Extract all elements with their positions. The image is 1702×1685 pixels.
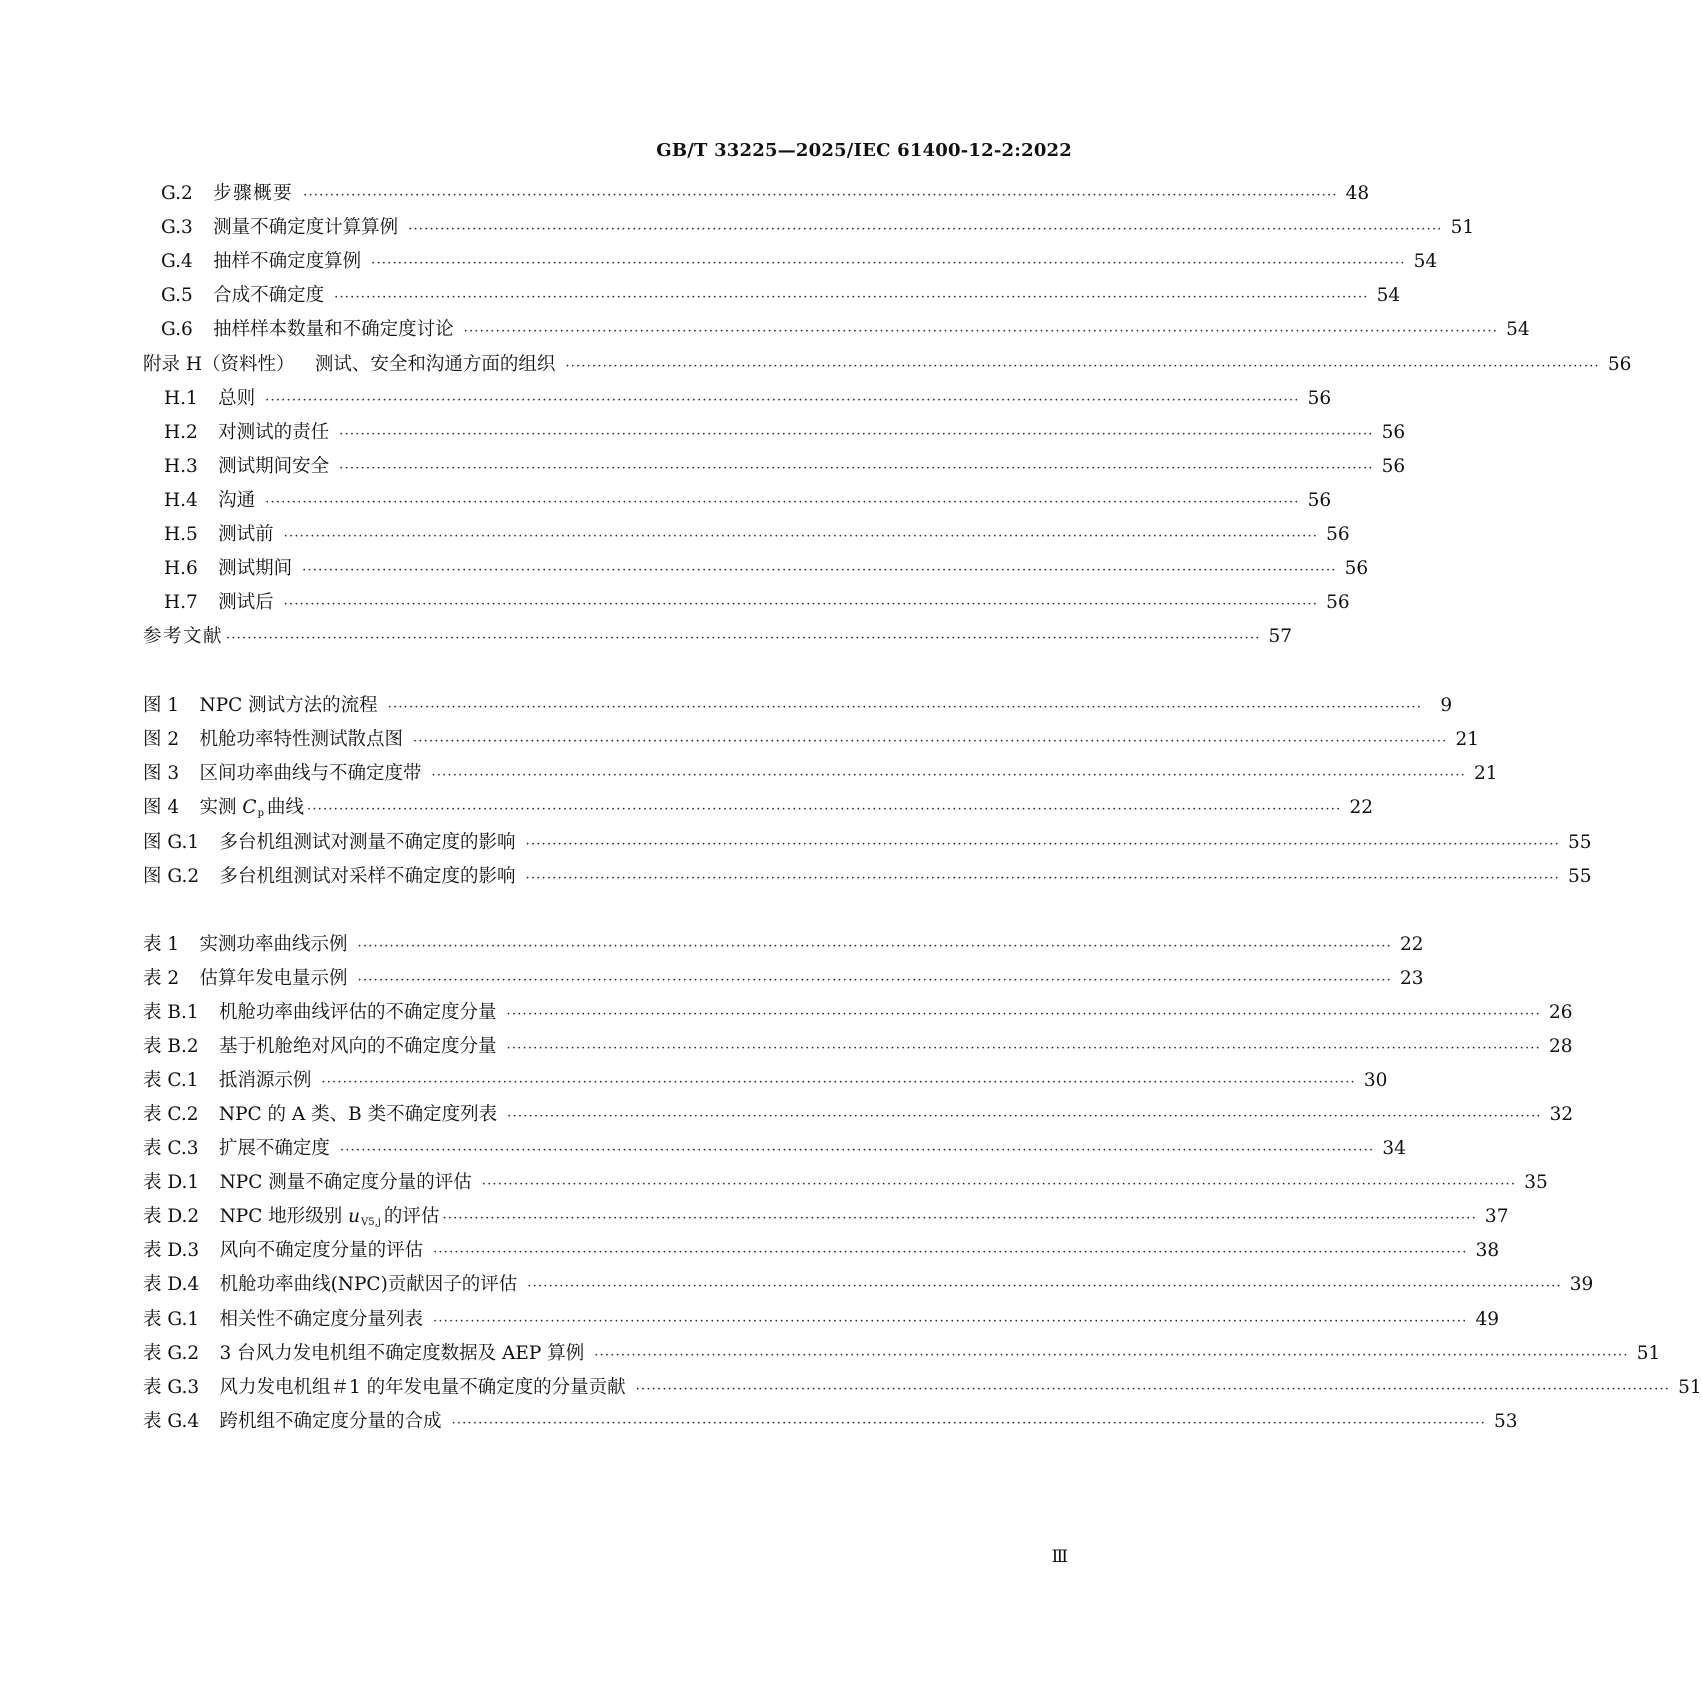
leader-dots: ·································································································································································································· xyxy=(283,597,1319,612)
table-page: 22 xyxy=(1400,934,1424,955)
leader-dots: ·································································································································································································· xyxy=(413,734,1448,749)
toc-page: 56 xyxy=(1326,524,1350,545)
leader-dots: ·································································································································································································· xyxy=(506,1041,1541,1056)
figure-page: 21 xyxy=(1455,729,1480,750)
figure-page: 55 xyxy=(1568,832,1592,853)
table-label: 表 G.2 xyxy=(143,1343,200,1364)
table-page: 37 xyxy=(1484,1206,1509,1227)
table-entry-2[interactable] xyxy=(143,965,1424,993)
toc-title: 参考文献 xyxy=(143,626,224,647)
figure-label: 图 G.1 xyxy=(143,832,200,853)
toc-label: G.3 xyxy=(161,217,193,238)
table-title: NPC 测量不确定度分量的评估 xyxy=(219,1172,472,1193)
leader-dots: ·································································································································································································· xyxy=(302,563,1337,578)
toc-entry-h7[interactable] xyxy=(164,589,1350,617)
table-label: 表 G.3 xyxy=(143,1377,200,1398)
table-page: 26 xyxy=(1548,1002,1573,1023)
leader-dots: ·································································································································································································· xyxy=(525,837,1560,852)
table-label: 表 C.2 xyxy=(143,1104,199,1125)
toc-page: 57 xyxy=(1268,626,1293,647)
table-entry-d1[interactable] xyxy=(143,1169,1548,1197)
toc-title: 步骤概要 xyxy=(213,183,294,204)
table-title: 相关性不确定度分量列表 xyxy=(219,1309,424,1330)
toc-entry-g3[interactable] xyxy=(161,214,1475,242)
table-label: 表 B.1 xyxy=(143,1002,199,1023)
leader-dots: ·································································································································································································· xyxy=(306,802,1342,817)
leader-dots: ·································································································································································································· xyxy=(357,939,1392,954)
cp-symbol: C xyxy=(242,797,257,818)
figure-entry-3[interactable] xyxy=(143,760,1498,788)
figure-page: 55 xyxy=(1568,866,1592,887)
table-entry-d3[interactable] xyxy=(143,1237,1500,1265)
table-label: 表 1 xyxy=(143,934,180,955)
table-title: 风向不确定度分量的评估 xyxy=(219,1240,424,1261)
toc-title: 总则 xyxy=(218,388,256,409)
toc-page: 51 xyxy=(1450,217,1475,238)
table-entry-c2[interactable] xyxy=(143,1101,1574,1129)
toc-entry-bibliography[interactable] xyxy=(143,623,1293,651)
table-title: 实测功率曲线示例 xyxy=(199,934,348,955)
toc-entry-g4[interactable] xyxy=(161,248,1438,276)
table-label: 表 C.1 xyxy=(143,1070,199,1091)
u-subscript: V5,j xyxy=(361,1217,381,1228)
figure-label: 图 3 xyxy=(143,763,180,784)
toc-page: 56 xyxy=(1381,422,1406,443)
leader-dots: ·································································································································································································· xyxy=(635,1382,1671,1397)
leader-dots: ·································································································································································································· xyxy=(463,324,1499,339)
leader-dots: ·································································································································································································· xyxy=(321,1075,1356,1090)
leader-dots: ·································································································································································································· xyxy=(283,529,1319,544)
toc-page: 54 xyxy=(1413,251,1438,272)
figure-page: 22 xyxy=(1349,797,1374,818)
table-page: 51 xyxy=(1678,1377,1702,1398)
toc-label: H.3 xyxy=(164,456,198,477)
u-symbol: u xyxy=(348,1206,361,1227)
table-page: 34 xyxy=(1382,1138,1406,1159)
table-title: 3 台风力发电机组不确定度数据及 AEP 算例 xyxy=(219,1343,585,1364)
leader-dots: ·································································································································································································· xyxy=(387,700,1423,715)
leader-dots: ·································································································································································································· xyxy=(433,1314,1468,1329)
standard-header: GB/T 33225—2025/IEC 61400-12-2:2022 xyxy=(656,140,1072,161)
toc-page: 56 xyxy=(1607,354,1632,375)
toc-title: 测试、安全和沟通方面的组织 xyxy=(314,354,556,375)
figure-label: 图 G.2 xyxy=(143,866,200,887)
toc-entry-h6[interactable] xyxy=(164,555,1369,583)
figure-title-pre: 实测 xyxy=(199,797,237,818)
toc-entry-h1[interactable] xyxy=(164,385,1332,413)
toc-label: H.4 xyxy=(164,490,198,511)
figure-label: 图 4 xyxy=(143,797,180,818)
toc-label: G.5 xyxy=(161,285,193,306)
leader-dots: ·································································································································································································· xyxy=(226,631,1261,646)
toc-title: 测试期间 xyxy=(218,558,293,579)
toc-entry-h2[interactable] xyxy=(164,419,1406,447)
table-entry-g4[interactable] xyxy=(143,1408,1518,1436)
figure-label: 图 2 xyxy=(143,729,180,750)
table-title-pre: NPC 地形级别 xyxy=(219,1206,343,1227)
table-label: 表 D.3 xyxy=(143,1240,200,1261)
toc-title: 合成不确定度 xyxy=(213,285,325,306)
table-label: 表 D.2 xyxy=(143,1206,200,1227)
leader-dots: ·································································································································································································· xyxy=(371,256,1406,271)
toc-label: 附录 H（资料性） xyxy=(143,354,295,375)
table-label: 表 D.1 xyxy=(143,1172,200,1193)
table-title xyxy=(220,1203,440,1237)
page-folio: Ⅲ xyxy=(1051,1547,1067,1567)
toc-title: 测试期间安全 xyxy=(218,456,330,477)
toc-page: 56 xyxy=(1307,490,1332,511)
table-page: 51 xyxy=(1636,1343,1661,1364)
leader-dots: ·································································································································································································· xyxy=(334,290,1369,305)
table-title: 机舱功率曲线(NPC)贡献因子的评估 xyxy=(219,1274,518,1295)
table-title: 机舱功率曲线评估的不确定度分量 xyxy=(218,1002,497,1023)
toc-title: 测试前 xyxy=(218,524,274,545)
toc-page: 56 xyxy=(1381,456,1406,477)
toc-title: 抽样样本数量和不确定度讨论 xyxy=(213,319,454,340)
figure-title-post: 曲线 xyxy=(266,797,304,818)
table-title: 估算年发电量示例 xyxy=(199,968,348,989)
toc-entry-h4[interactable] xyxy=(164,487,1332,515)
leader-dots: ·································································································································································································· xyxy=(507,1109,1542,1124)
figure-title: NPC 测试方法的流程 xyxy=(199,695,378,716)
toc-title: 沟通 xyxy=(218,490,256,511)
toc-label: H.2 xyxy=(164,422,198,443)
toc-page: 54 xyxy=(1376,285,1401,306)
figure-entry-1[interactable] xyxy=(143,692,1453,720)
leader-dots: ·································································································································································································· xyxy=(481,1177,1517,1192)
table-page: 39 xyxy=(1569,1274,1594,1295)
table-entry-g2[interactable] xyxy=(143,1340,1661,1368)
leader-dots: ·································································································································································································· xyxy=(451,1416,1486,1431)
table-page: 35 xyxy=(1524,1172,1548,1193)
table-label: 表 2 xyxy=(143,968,180,989)
leader-dots: ·································································································································································································· xyxy=(303,188,1338,203)
leader-dots: ·································································································································································································· xyxy=(357,973,1392,988)
leader-dots: ·································································································································································································· xyxy=(506,1007,1541,1022)
leader-dots: ·································································································································································································· xyxy=(431,768,1466,783)
leader-dots: ·································································································································································································· xyxy=(527,1279,1562,1294)
table-entry-c1[interactable] xyxy=(143,1067,1388,1095)
leader-dots: ·································································································································································································· xyxy=(339,1143,1375,1158)
figure-entry-g1[interactable] xyxy=(143,829,1592,857)
toc-title: 对测试的责任 xyxy=(218,422,330,443)
figure-entry-2[interactable] xyxy=(143,726,1480,754)
leader-dots: ·································································································································································································· xyxy=(265,393,1300,408)
table-title: NPC 的 A 类、B 类不确定度列表 xyxy=(218,1104,498,1125)
figure-page: 21 xyxy=(1474,763,1498,784)
leader-dots: ·································································································································································································· xyxy=(594,1348,1629,1363)
figure-title: 机舱功率特性测试散点图 xyxy=(199,729,404,750)
table-title-post: 的评估 xyxy=(383,1206,440,1227)
toc-entry-h5[interactable] xyxy=(164,521,1350,549)
toc-label: H.7 xyxy=(164,592,198,613)
leader-dots: ·································································································································································································· xyxy=(265,495,1300,510)
toc-page: 56 xyxy=(1344,558,1369,579)
toc-label: G.6 xyxy=(161,319,193,340)
table-page: 49 xyxy=(1475,1309,1500,1330)
leader-dots: ·································································································································································································· xyxy=(433,1245,1468,1260)
table-page: 32 xyxy=(1549,1104,1574,1125)
toc-entry-annex-h[interactable] xyxy=(143,351,1632,379)
figure-title xyxy=(200,794,304,828)
toc-label: H.6 xyxy=(164,558,198,579)
leader-dots: ·································································································································································································· xyxy=(339,461,1374,476)
toc-title: 测量不确定度计算算例 xyxy=(213,217,399,238)
cp-subscript: p xyxy=(257,808,264,819)
toc-label: H.1 xyxy=(164,388,198,409)
figure-label: 图 1 xyxy=(143,695,180,716)
toc-title: 测试后 xyxy=(218,592,274,613)
table-title: 抵消源示例 xyxy=(218,1070,312,1091)
leader-dots: ·································································································································································································· xyxy=(442,1211,1477,1226)
toc-entry-h3[interactable] xyxy=(164,453,1406,481)
leader-dots: ·································································································································································································· xyxy=(525,871,1560,886)
toc-entry-g6[interactable] xyxy=(161,316,1530,344)
toc-label: G.4 xyxy=(161,251,193,272)
table-entry-g3[interactable] xyxy=(143,1374,1702,1402)
table-title: 风力发电机组＃1 的年发电量不确定度的分量贡献 xyxy=(219,1377,626,1398)
table-title: 基于机舱绝对风向的不确定度分量 xyxy=(218,1036,497,1057)
toc-label: G.2 xyxy=(161,183,193,204)
figure-page: 9 xyxy=(1440,695,1453,716)
table-page: 38 xyxy=(1475,1240,1500,1261)
figure-title: 多台机组测试对测量不确定度的影响 xyxy=(219,832,516,853)
leader-dots: ·································································································································································································· xyxy=(408,222,1443,237)
toc-page: 48 xyxy=(1345,183,1370,204)
table-page: 53 xyxy=(1494,1411,1518,1432)
table-label: 表 D.4 xyxy=(143,1274,200,1295)
table-title: 跨机组不确定度分量的合成 xyxy=(219,1411,442,1432)
toc-label: H.5 xyxy=(164,524,198,545)
table-title: 扩展不确定度 xyxy=(218,1138,330,1159)
figure-entry-4[interactable] xyxy=(143,794,1374,822)
table-label: 表 G.4 xyxy=(143,1411,200,1432)
toc-page: 56 xyxy=(1326,592,1350,613)
table-page: 23 xyxy=(1400,968,1424,989)
table-page: 28 xyxy=(1548,1036,1573,1057)
toc-title: 抽样不确定度算例 xyxy=(213,251,362,272)
leader-dots: ·································································································································································································· xyxy=(565,359,1600,374)
toc-entry-g5[interactable] xyxy=(161,282,1401,310)
table-entry-g1[interactable] xyxy=(143,1306,1500,1334)
toc-page: 56 xyxy=(1307,388,1332,409)
table-entry-d2[interactable] xyxy=(143,1203,1509,1231)
leader-dots: ·································································································································································································· xyxy=(339,427,1374,442)
table-entry-c3[interactable] xyxy=(143,1135,1406,1163)
table-entry-b1[interactable] xyxy=(143,999,1573,1027)
table-label: 表 B.2 xyxy=(143,1036,199,1057)
table-label: 表 G.1 xyxy=(143,1309,200,1330)
toc-page: 54 xyxy=(1506,319,1530,340)
figure-title: 多台机组测试对采样不确定度的影响 xyxy=(219,866,516,887)
table-entry-1[interactable] xyxy=(143,931,1424,959)
table-label: 表 C.3 xyxy=(143,1138,199,1159)
table-entry-d4[interactable] xyxy=(143,1271,1594,1299)
table-entry-b2[interactable] xyxy=(143,1033,1573,1061)
figure-entry-g2[interactable] xyxy=(143,863,1592,891)
figure-title: 区间功率曲线与不确定度带 xyxy=(199,763,422,784)
toc-entry-g2[interactable] xyxy=(161,180,1370,208)
table-page: 30 xyxy=(1363,1070,1388,1091)
